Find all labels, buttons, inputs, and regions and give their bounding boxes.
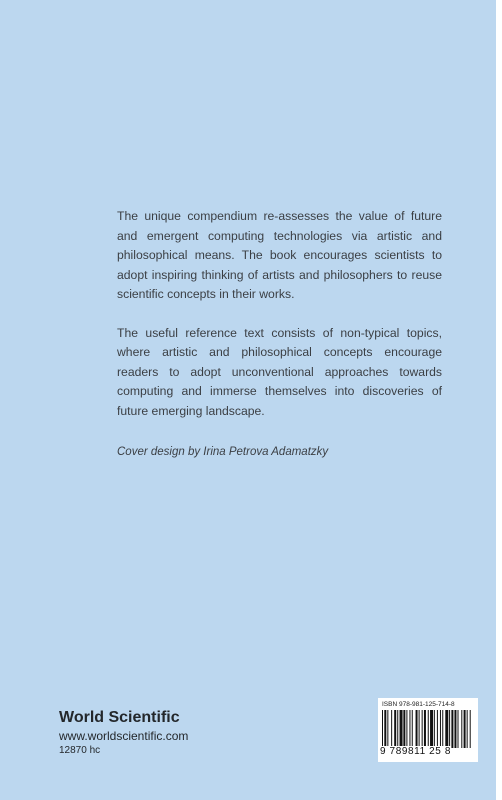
barcode-bar xyxy=(445,710,448,748)
description-paragraph-1: The unique compendium re-assesses the value of future and emergent computing technologies via artistic and philosophical means. The book encourages scientists to adopt inspiring thinking of artists and philosophers to reuse scientific concepts in their works. xyxy=(117,209,442,301)
book-description xyxy=(117,207,442,440)
barcode-bar xyxy=(409,710,410,748)
barcode-bar xyxy=(464,710,466,748)
barcode-bar xyxy=(387,710,388,748)
barcode-bar xyxy=(412,710,413,748)
barcode-bar xyxy=(391,710,392,748)
barcode-bar xyxy=(434,710,435,748)
barcode-bar xyxy=(419,710,420,748)
description-paragraph-2: The useful reference text consists of non-typical topics, where artistic and philosophical concepts encourage readers to adopt unconventional approaches towards computing and immerse themselves into discoveries of future emerging landscape. xyxy=(117,325,442,418)
publisher-name: World Scientific xyxy=(59,709,180,726)
barcode-bar xyxy=(461,710,462,748)
page-edge xyxy=(496,0,502,800)
barcode-bar xyxy=(442,710,443,748)
barcode-bar xyxy=(470,710,471,748)
barcode-bar xyxy=(440,710,441,748)
barcode-bar xyxy=(416,710,418,748)
barcode-bar xyxy=(437,710,438,748)
barcode-bar xyxy=(384,710,386,748)
publisher-block xyxy=(59,708,188,758)
barcode-bar xyxy=(382,710,383,748)
barcode-bar xyxy=(422,710,423,748)
barcode xyxy=(378,698,478,762)
barcode-digits: 9 789811 25 8 xyxy=(380,746,452,757)
barcode-bar xyxy=(397,710,398,748)
barcode-bar xyxy=(406,710,407,748)
barcode-bars xyxy=(382,710,474,748)
product-code: 12870 hc xyxy=(59,745,101,756)
barcode-bar xyxy=(400,710,403,748)
barcode-bar xyxy=(430,710,433,748)
barcode-bar xyxy=(394,710,396,748)
cover-design-credit: Cover design by Irina Petrova Adamatzky xyxy=(117,446,329,458)
barcode-bar xyxy=(451,710,453,748)
barcode-bar xyxy=(424,710,426,748)
barcode-bar xyxy=(403,710,405,748)
barcode-bar xyxy=(467,710,468,748)
barcode-bar xyxy=(428,710,429,748)
barcode-bar xyxy=(458,710,459,748)
publisher-url: www.worldscientific.com xyxy=(59,729,189,743)
barcode-bar xyxy=(454,710,456,748)
isbn-label: ISBN 978-981-125-714-8 xyxy=(382,701,455,708)
barcode-bar xyxy=(449,710,450,748)
